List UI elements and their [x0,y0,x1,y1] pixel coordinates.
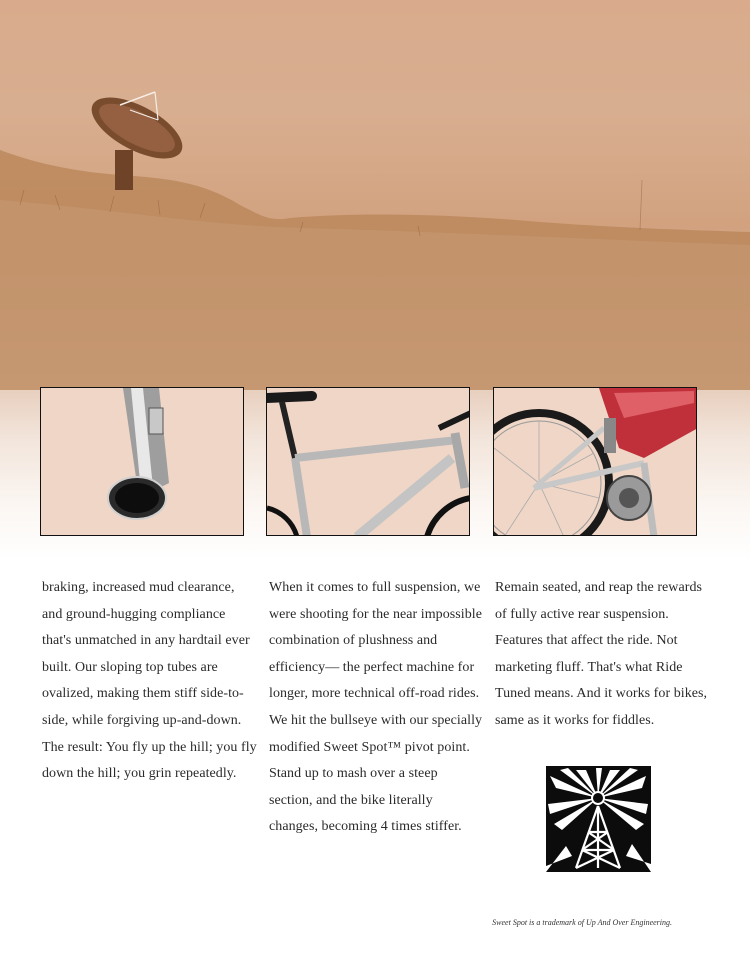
photo-rear-suspension [493,387,697,536]
text-column-3: Remain seated, and reap the rewards of fully active rear suspension. Features that affect the ride. Not marketing fluff. That's what Ride Tuned means. And it works for bikes, same as it works for fiddles. [495,580,708,728]
photo-bike-frame-front [266,387,470,536]
trademark-footnote: Sweet Spot is a trademark of Up And Over Engineering. [492,918,672,927]
text-column-1: braking, increased mud clearance, and ground-hugging compliance that's unmatched in any hardtail ever built. Our sloping top tubes are ovalized, making them stiff side-to-side, while forgiving up-and-down. The result: You fly up the hill; you fly down the hill; you grin repeatedly. [42,580,257,782]
photo-chrome-tube [40,387,244,536]
radio-tower-logo-icon [546,766,651,872]
text-column-2: When it comes to full suspension, we were shooting for the near impossible combination of plushness and efficiency— the perfect machine for longer, more technical off-road rides. We hit the bullseye with our specially modified Sweet Spot™ pivot point. Stand up to mash over a steep section, and the bike literally changes, becoming 4 times stiffer. [269,580,483,835]
